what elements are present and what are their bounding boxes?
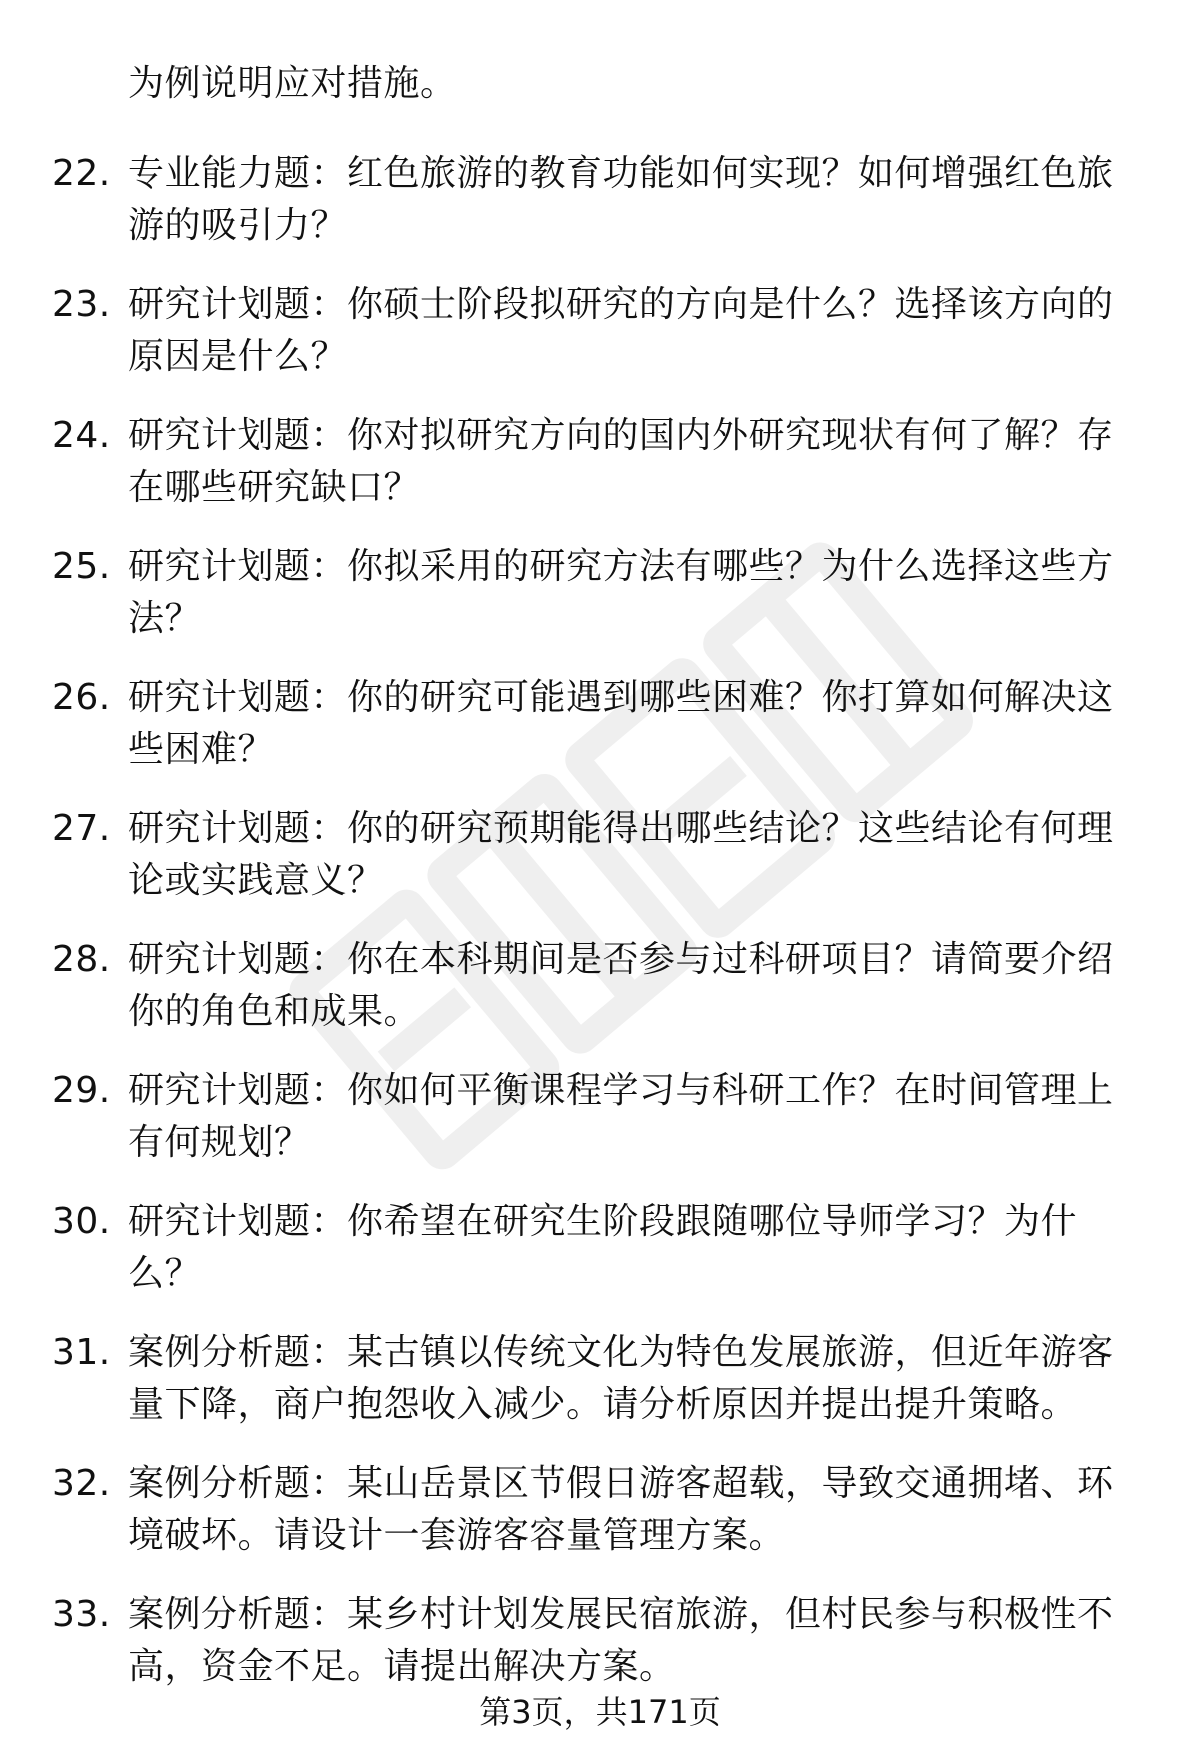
question-number: 25.	[52, 546, 111, 587]
question-text: 研究计划题：你拟采用的研究方法有哪些？为什么选择这些方法？	[128, 546, 1114, 639]
question-number: 26.	[52, 677, 111, 718]
question-text: 案例分析题：某乡村计划发展民宿旅游，但村民参与积极性不高，资金不足。请提出解决方案。	[128, 1594, 1114, 1687]
list-item	[0, 410, 1140, 514]
question-text: 案例分析题：某古镇以传统文化为特色发展旅游，但近年游客量下降，商户抱怨收入减少。请分析原因并提出提升策略。	[128, 1332, 1114, 1425]
list-item	[0, 279, 1140, 383]
question-number: 22.	[52, 153, 111, 194]
question-list	[0, 148, 1200, 1720]
list-item	[0, 1458, 1140, 1562]
question-number: 33.	[52, 1594, 111, 1635]
question-number: 30.	[52, 1201, 111, 1242]
question-text: 研究计划题：你希望在研究生阶段跟随哪位导师学习？为什么？	[128, 1201, 1078, 1294]
list-item	[0, 1327, 1140, 1431]
question-number: 32.	[52, 1463, 111, 1504]
question-number: 23.	[52, 284, 111, 325]
list-item	[0, 148, 1140, 252]
question-text: 研究计划题：你的研究可能遇到哪些困难？你打算如何解决这些困难？	[128, 677, 1114, 770]
page-footer: 第3页，共171页	[479, 1693, 721, 1731]
list-item	[0, 541, 1140, 645]
list-item	[0, 934, 1140, 1038]
question-number: 31.	[52, 1332, 111, 1373]
question-text: 专业能力题：红色旅游的教育功能如何实现？如何增强红色旅游的吸引力？	[128, 153, 1114, 246]
list-item	[0, 672, 1140, 776]
question-text: 研究计划题：你的研究预期能得出哪些结论？这些结论有何理论或实践意义？	[128, 808, 1114, 901]
question-text: 研究计划题：你对拟研究方向的国内外研究现状有何了解？存在哪些研究缺口？	[128, 415, 1114, 508]
question-number: 28.	[52, 939, 111, 980]
continuation-text: 为例说明应对措施。	[128, 63, 457, 104]
list-item	[0, 1065, 1140, 1169]
question-number: 27.	[52, 808, 111, 849]
question-number: 24.	[52, 415, 111, 456]
list-item	[0, 1589, 1140, 1693]
question-number: 29.	[52, 1070, 111, 1111]
question-text: 研究计划题：你硕士阶段拟研究的方向是什么？选择该方向的原因是什么？	[128, 284, 1114, 377]
question-text: 研究计划题：你在本科期间是否参与过科研项目？请简要介绍你的角色和成果。	[128, 939, 1114, 1032]
list-item	[0, 1196, 1140, 1300]
question-text: 研究计划题：你如何平衡课程学习与科研工作？在时间管理上有何规划？	[128, 1070, 1114, 1163]
question-text: 案例分析题：某山岳景区节假日游客超载，导致交通拥堵、环境破坏。请设计一套游客容量管理方案。	[128, 1463, 1114, 1556]
list-item	[0, 803, 1140, 907]
